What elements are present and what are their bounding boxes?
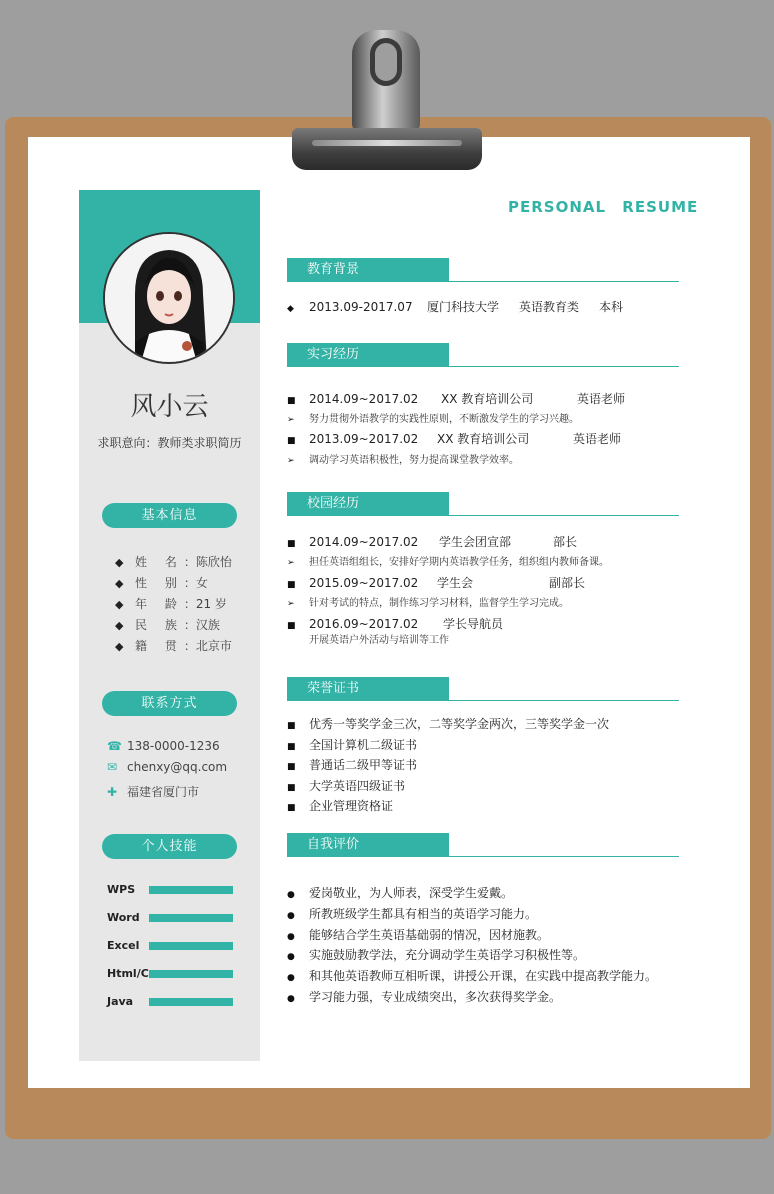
- square-bullet-icon: ■: [287, 539, 296, 549]
- arrow-bullet-icon: ➢: [287, 456, 295, 466]
- contact-address: ✚ 福建省厦门市: [107, 785, 200, 799]
- skill-row: Word: [107, 911, 237, 925]
- arrow-bullet-icon: ➢: [287, 599, 295, 609]
- sidebar: [79, 190, 260, 1061]
- diamond-icon: ◆: [287, 304, 294, 314]
- section-campus: [287, 492, 679, 518]
- self-eval-item: ● 所教班级学生都具有相当的英语学习能力。: [287, 905, 537, 923]
- skills-heading: 个人技能: [102, 834, 237, 859]
- square-bullet-icon: ■: [287, 580, 296, 590]
- honor-item: ■ 普通话二级甲等证书: [287, 756, 417, 774]
- resume-title: PERSONAL RESUME: [508, 198, 699, 216]
- square-bullet-icon: ■: [287, 742, 296, 752]
- campus-desc: ➢ 担任英语组组长，安排好学期内英语教学任务，组织组内教师备课。: [287, 554, 609, 572]
- info-row-name: ◆ 姓 名：陈欣怡: [115, 555, 232, 569]
- section-title: 自我评价: [287, 833, 449, 857]
- skill-row: WPS: [107, 883, 237, 897]
- skill-bar: [149, 914, 233, 922]
- square-bullet-icon: ■: [287, 783, 296, 793]
- clip-base-icon: [292, 128, 482, 170]
- diamond-icon: ◆: [115, 619, 124, 632]
- honor-item: ■ 全国计算机二级证书: [287, 736, 417, 754]
- square-bullet-icon: ■: [287, 436, 296, 446]
- skill-bar: [149, 886, 233, 894]
- square-bullet-icon: ■: [287, 721, 296, 731]
- honor-item: ■ 企业管理资格证: [287, 797, 393, 815]
- contact-email: ✉ chenxy@qq.com: [107, 760, 228, 774]
- diamond-icon: ◆: [115, 598, 124, 611]
- diamond-icon: ◆: [115, 577, 124, 590]
- self-eval-item: ● 学习能力强，专业成绩突出，多次获得奖学金。: [287, 988, 561, 1006]
- info-row-hometown: ◆ 籍 贯：北京市: [115, 639, 232, 653]
- self-eval-item: ● 和其他英语教师互相听课，讲授公开课，在实践中提高教学能力。: [287, 967, 657, 985]
- square-bullet-icon: ■: [287, 762, 296, 772]
- section-self-eval: [287, 833, 679, 859]
- job-intent: 求职意向：教师类求职简历: [97, 436, 242, 450]
- section-title: 实习经历: [287, 343, 449, 367]
- phone-icon: ☎: [107, 739, 122, 753]
- dot-bullet-icon: ●: [287, 911, 295, 921]
- skill-bar: [149, 998, 233, 1006]
- section-honors: [287, 677, 679, 703]
- skill-row: Html/C: [107, 967, 237, 981]
- contact-heading: 联系方式: [102, 691, 237, 716]
- self-eval-item: ● 能够结合学生英语基础弱的情况，因材施教。: [287, 926, 549, 944]
- section-title: 教育背景: [287, 258, 449, 282]
- education-row: ◆ 2013.09-2017.07 厦门科技大学 英语教育类 本科: [287, 298, 623, 316]
- dot-bullet-icon: ●: [287, 890, 295, 900]
- internship-desc: ➢ 调动学习英语积极性，努力提高课堂教学效率。: [287, 452, 519, 470]
- internship-row: ■ 2014.09~2017.02 XX 教育培训公司 英语老师: [287, 390, 625, 408]
- section-title: 荣誉证书: [287, 677, 449, 701]
- square-bullet-icon: ■: [287, 621, 296, 631]
- section-title: 校园经历: [287, 492, 449, 516]
- info-row-age: ◆ 年 龄：21 岁: [115, 597, 227, 611]
- skill-bar: [149, 970, 233, 978]
- dot-bullet-icon: ●: [287, 994, 295, 1004]
- skill-row: Excel: [107, 939, 237, 953]
- contact-phone: ☎ 138-0000-1236: [107, 739, 220, 753]
- dot-bullet-icon: ●: [287, 952, 295, 962]
- section-education: [287, 258, 679, 284]
- candidate-name: 风小云: [130, 392, 209, 422]
- skill-bar: [149, 942, 233, 950]
- location-icon: ✚: [107, 785, 118, 799]
- arrow-bullet-icon: ➢: [287, 558, 295, 568]
- info-row-gender: ◆ 性 别：女: [115, 576, 208, 590]
- square-bullet-icon: ■: [287, 803, 296, 813]
- basic-info-heading: 基本信息: [102, 503, 237, 528]
- campus-row: ■ 2016.09~2017.02 学长导航员: [287, 615, 503, 633]
- diamond-icon: ◆: [115, 556, 124, 569]
- campus-row: ■ 2014.09~2017.02 学生会团宣部 部长: [287, 533, 577, 551]
- honor-item: ■ 优秀一等奖学金三次，二等奖学金两次，三等奖学金一次: [287, 715, 609, 733]
- internship-row: ■ 2013.09~2017.02 XX 教育培训公司 英语老师: [287, 430, 621, 448]
- clip-top-icon: [352, 30, 420, 132]
- info-row-ethnicity: ◆ 民 族：汉族: [115, 618, 220, 632]
- campus-desc: 开展英语户外活动与培训等工作: [309, 635, 449, 646]
- internship-desc: ➢ 努力贯彻外语教学的实践性原则，不断激发学生的学习兴趣。: [287, 411, 579, 429]
- dot-bullet-icon: ●: [287, 932, 295, 942]
- campus-row: ■ 2015.09~2017.02 学生会 副部长: [287, 574, 585, 592]
- campus-desc: ➢ 针对考试的特点，制作练习学习材料，监督学生学习完成。: [287, 595, 569, 613]
- arrow-bullet-icon: ➢: [287, 415, 295, 425]
- self-eval-item: ● 实施鼓励教学法，充分调动学生英语学习积极性等。: [287, 946, 585, 964]
- dot-bullet-icon: ●: [287, 973, 295, 983]
- avatar: [103, 232, 235, 364]
- honor-item: ■ 大学英语四级证书: [287, 777, 405, 795]
- section-internship: [287, 343, 679, 369]
- diamond-icon: ◆: [115, 640, 124, 653]
- skill-row: Java: [107, 995, 237, 1009]
- square-bullet-icon: ■: [287, 396, 296, 406]
- self-eval-item: ● 爱岗敬业，为人师表，深受学生爱戴。: [287, 884, 513, 902]
- mail-icon: ✉: [107, 760, 118, 774]
